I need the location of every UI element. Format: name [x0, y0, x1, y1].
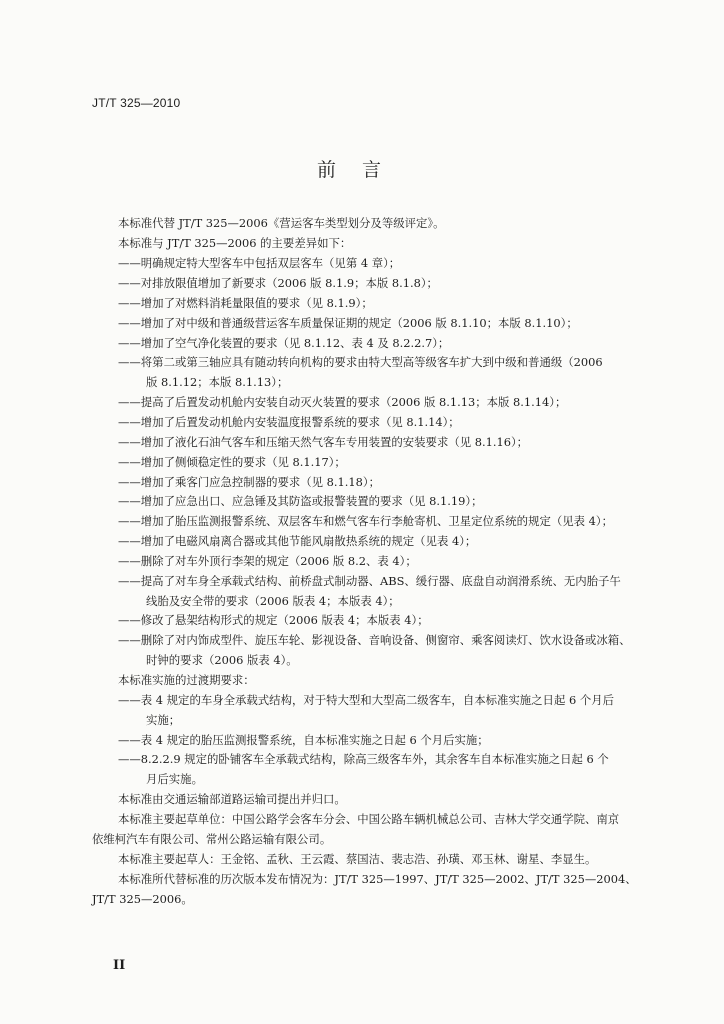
- list-item: ——增加了空气净化装置的要求（见 8.1.12、表 4 及 8.2.2.7）；: [118, 336, 450, 350]
- list-item: ——将第二或第三轴应具有随动转向机构的要求由特大型高等级客车扩大到中级和普通级（2006: [118, 355, 603, 369]
- page-number: II: [113, 958, 126, 973]
- list-item: ——增加了后置发动机舱内安装温度报警系统的要求（见 8.1.14）；: [118, 415, 460, 429]
- list-item: ——增加了对中级和普通级营运客车质量保证期的规定（2006 版 8.1.10；本版 8.1.10）；: [118, 316, 578, 330]
- list-item: ——8.2.2.9 规定的卧铺客车全承载式结构，除高三级客车外，其余客车自本标准实施之日起 6 个: [118, 752, 609, 766]
- list-item: ——增加了应急出口、应急锤及其防盗或报警装置的要求（见 8.1.19）；: [118, 494, 483, 508]
- list-item-continuation: 版 8.1.12；本版 8.1.13）；: [146, 375, 289, 389]
- list-item: ——表 4 规定的胎压监测报警系统，自本标准实施之日起 6 个月后实施；: [118, 733, 489, 747]
- paragraph-line: 本标准代替 JT/T 325—2006《营运客车类型划分及等级评定》。: [118, 216, 445, 230]
- list-item: ——对排放限值增加了新要求（2006 版 8.1.9；本版 8.1.8）；: [118, 276, 438, 290]
- paragraph-line: 本标准所代替标准的历次版本发布情况为：JT/T 325—1997、JT/T 325—2002、JT/T 325—2004、: [118, 872, 637, 886]
- standard-code: JT/T 325—2010: [92, 96, 181, 110]
- list-item: ——增加了胎压监测报警系统、双层客车和燃气客车行李舱寄机、卫星定位系统的规定（见表 4）；: [118, 514, 613, 528]
- list-item: ——修改了悬架结构形式的规定（2006 版表 4；本版表 4）；: [118, 613, 429, 627]
- paragraph-line: JT/T 325—2006。: [92, 892, 193, 906]
- paragraph-line: 本标准实施的过渡期要求：: [118, 673, 255, 687]
- list-item: ——提高了对车身全承载式结构、前桥盘式制动器、ABS、缓行器、底盘自动润滑系统、无内胎子午: [118, 574, 621, 588]
- list-item: ——明确规定特大型客车中包括双层客车（见第 4 章）；: [118, 256, 401, 270]
- paragraph-line: 依维柯汽车有限公司、常州公路运输有限公司。: [92, 832, 332, 846]
- list-item-continuation: 实施；: [146, 713, 181, 727]
- paragraph-line: 本标准由交通运输部道路运输司提出并归口。: [118, 792, 346, 806]
- list-item: ——增加了电磁风扇离合器或其他节能风扇散热系统的规定（见表 4）；: [118, 534, 477, 548]
- list-item: ——提高了后置发动机舱内安装自动灭火装置的要求（2006 版 8.1.13；本版 8.1.14）；: [118, 395, 567, 409]
- list-item: ——增加了侧倾稳定性的要求（见 8.1.17）；: [118, 455, 346, 469]
- paragraph-line: 本标准主要起草单位：中国公路学会客车分会、中国公路车辆机械总公司、吉林大学交通学院、南京: [118, 812, 620, 826]
- paragraph-line: 本标准与 JT/T 325—2006 的主要差异如下：: [118, 236, 352, 250]
- list-item: ——增加了液化石油气客车和压缩天然气客车专用装置的安装要求（见 8.1.16）；: [118, 435, 529, 449]
- list-item: ——增加了乘客门应急控制器的要求（见 8.1.18）；: [118, 475, 380, 489]
- list-item-continuation: 时钟的要求（2006 版表 4）。: [146, 653, 298, 667]
- list-item: ——表 4 规定的车身全承载式结构，对于特大型和大型高二级客车，自本标准实施之日起 6 个月后: [118, 693, 614, 707]
- list-item: ——删除了对车外顶行李架的规定（2006 版 8.2、表 4）；: [118, 554, 417, 568]
- list-item: ——增加了对燃料消耗量限值的要求（见 8.1.9）；: [118, 296, 373, 310]
- list-item-continuation: 月后实施。: [146, 772, 203, 786]
- list-item-continuation: 线胎及安全带的要求（2006 版表 4；本版表 4）；: [146, 594, 400, 608]
- paragraph-line: 本标准主要起草人：王金铭、孟秋、王云霞、蔡国洁、裴志浩、孙璜、邓玉林、谢星、李显生。: [118, 852, 597, 866]
- list-item: ——删除了对内饰成型件、旋压车轮、影视设备、音响设备、侧窗帘、乘客阅读灯、饮水设备或冰箱、: [118, 633, 631, 647]
- page-title: 前言: [316, 159, 407, 181]
